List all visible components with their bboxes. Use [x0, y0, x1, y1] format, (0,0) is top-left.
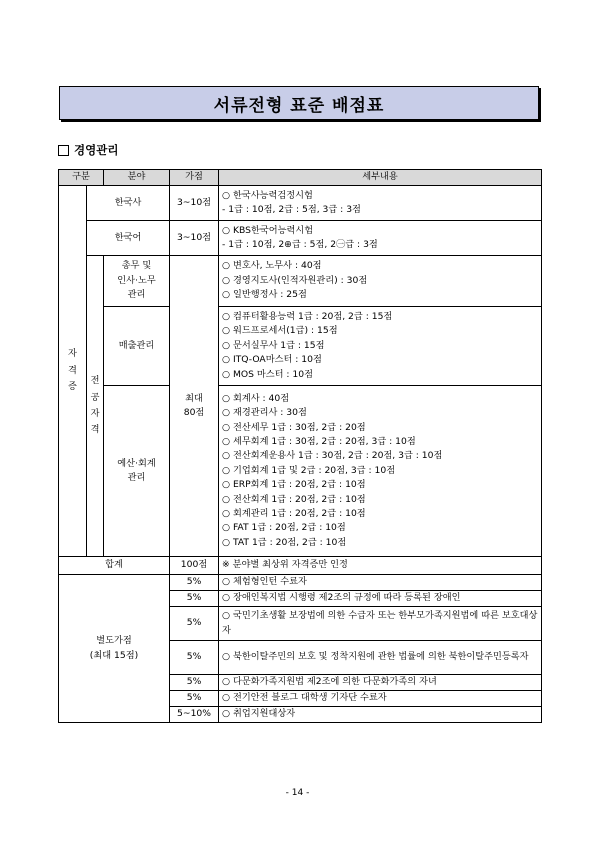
field-sales: 매출관리 — [104, 307, 170, 386]
bonus-detail: ○ 북한이탈주민의 보호 및 정착지원에 관한 법률에 의한 북한이탈주민등록자 — [219, 641, 542, 675]
header-detail: 세부내용 — [219, 170, 542, 186]
bonus-score: 5% — [170, 591, 219, 607]
detail-sales: ○ 컴퓨터활용능력 1급 : 20점, 2급 : 15점 ○ 워드프로세서(1급) : 15점 ○ 문서실무사 1급 : 15점 ○ ITQ-OA마스터 : 10점 ○ MOS 마스터 : 10점 — [219, 307, 542, 386]
bonus-score: 5% — [170, 691, 219, 707]
bonus-detail: ○ 국민기초생활 보장법에 의한 수급자 또는 한부모가족지원법에 따른 보호대상자 — [219, 607, 542, 641]
table-row — [59, 307, 542, 386]
field-budget-accounting: 예산·회계 관리 — [104, 386, 170, 557]
header-category: 구분 — [59, 170, 104, 186]
bonus-detail: ○ 다문화가족지원법 제2조에 의한 다문화가족의 자녀 — [219, 675, 542, 691]
score-korean-history: 3~10점 — [170, 186, 219, 221]
bonus-score: 5~10% — [170, 707, 219, 723]
table-row — [59, 256, 542, 307]
table-row — [59, 186, 542, 221]
detail-budget-accounting: ○ 회계사 : 40점 ○ 재경관리사 : 30점 ○ 전산세무 1급 : 30점, 2급 : 20점 ○ 세무회계 1급 : 30점, 2급 : 20점, 3급 : 10점 ○ 전산회계운용사 1급 : 30점, 2급 : 20점, 3급 : 10점 ○ 기업회계 1급 및 2급 : 20점, 3급 : 10점 ○ ERP회계 1급 : 20점, 2급 : 10점 ○ 전산회계 1급 : 20점, 2급 : 10점 ○ 회계관리 1급 : 20점, 2급 : 10점 ○ FAT 1급 : 20점, 2급 : 10점 ○ TAT 1급 : 20점, 2급 : 10점 — [219, 386, 542, 557]
header-field: 분야 — [104, 170, 170, 186]
detail-korean: ○ KBS한국어능력시험 - 1급 : 10점, 2⊕급 : 5점, 2㊀급 : 3점 — [219, 221, 542, 256]
field-korean: 한국어 — [87, 221, 170, 256]
major-score: 최대 80점 — [170, 256, 219, 557]
bonus-detail: ○ 체험형인턴 수료자 — [219, 575, 542, 591]
qualification-label: 자 격 증 — [59, 186, 87, 557]
bonus-label: 별도가점 (최대 15점) — [59, 575, 170, 723]
bonus-score: 5% — [170, 675, 219, 691]
score-korean: 3~10점 — [170, 221, 219, 256]
bonus-detail: ○ 취업지원대상자 — [219, 707, 542, 723]
table-header-row — [59, 170, 542, 186]
major-qualification-label: 전 공 자 격 — [87, 256, 104, 557]
table-row — [59, 386, 542, 557]
bonus-detail: ○ 전기안전 블로그 대학생 기자단 수료자 — [219, 691, 542, 707]
detail-korean-history: ○ 한국사능력검정시험 - 1급 : 10점, 2급 : 5점, 3급 : 3점 — [219, 186, 542, 221]
section-heading — [58, 142, 118, 158]
section-title: 경영관리 — [74, 143, 119, 157]
bonus-score: 5% — [170, 575, 219, 591]
table-row — [59, 221, 542, 256]
score-table — [58, 169, 542, 723]
field-korean-history: 한국사 — [87, 186, 170, 221]
page-number: - 14 - — [285, 788, 310, 798]
table-row — [59, 575, 542, 591]
total-score: 100점 — [170, 557, 219, 575]
header-score: 가점 — [170, 170, 219, 186]
page-title: 서류전형 표준 배점표 — [213, 95, 385, 116]
table-row — [59, 557, 542, 575]
total-label: 합계 — [59, 557, 170, 575]
checkbox-icon — [58, 145, 69, 156]
total-note: ※ 분야별 최상위 자격증만 인정 — [219, 557, 542, 575]
bonus-score: 5% — [170, 607, 219, 641]
title-box — [59, 86, 539, 120]
detail-general-affairs: ○ 변호사, 노무사 : 40점 ○ 경영지도사(인적자원관리) : 30점 ○ 일반행정사 : 25점 — [219, 256, 542, 307]
bonus-detail: ○ 장애인복지법 시행령 제2조의 규정에 따라 등록된 장애인 — [219, 591, 542, 607]
field-general-affairs: 총무 및 인사·노무 관리 — [104, 256, 170, 307]
bonus-score: 5% — [170, 641, 219, 675]
